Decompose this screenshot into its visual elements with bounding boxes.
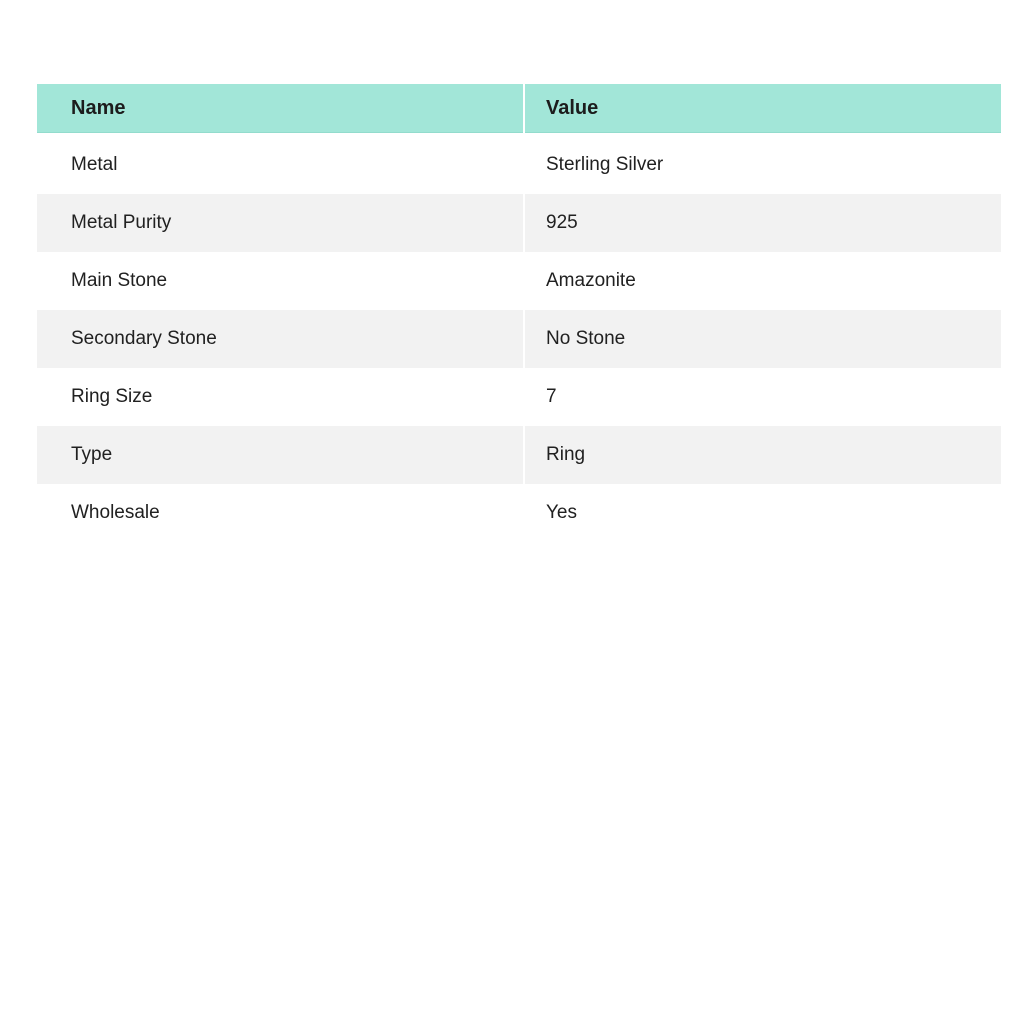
attributes-table: [37, 84, 1001, 542]
attribute-name: Secondary Stone: [37, 310, 523, 368]
attribute-name: Type: [37, 426, 523, 484]
attribute-name: Main Stone: [37, 252, 523, 310]
table-row: [37, 194, 1001, 252]
attribute-value: Amazonite: [525, 252, 1001, 310]
header-cell-name: Name: [37, 84, 523, 133]
table-row: [37, 252, 1001, 310]
attribute-value: 925: [525, 194, 1001, 252]
attribute-value: No Stone: [525, 310, 1001, 368]
table-header-row: [37, 84, 1001, 133]
attribute-name: Wholesale: [37, 484, 523, 542]
attribute-value: Yes: [525, 484, 1001, 542]
attribute-name: Metal: [37, 136, 523, 194]
attribute-value: Sterling Silver: [525, 136, 1001, 194]
table-row: [37, 310, 1001, 368]
attribute-name: Metal Purity: [37, 194, 523, 252]
attribute-value: Ring: [525, 426, 1001, 484]
attribute-name: Ring Size: [37, 368, 523, 426]
table-row: [37, 136, 1001, 194]
attribute-value: 7: [525, 368, 1001, 426]
header-cell-value: Value: [525, 84, 1001, 133]
table-row: [37, 484, 1001, 542]
table-row: [37, 368, 1001, 426]
table-row: [37, 426, 1001, 484]
